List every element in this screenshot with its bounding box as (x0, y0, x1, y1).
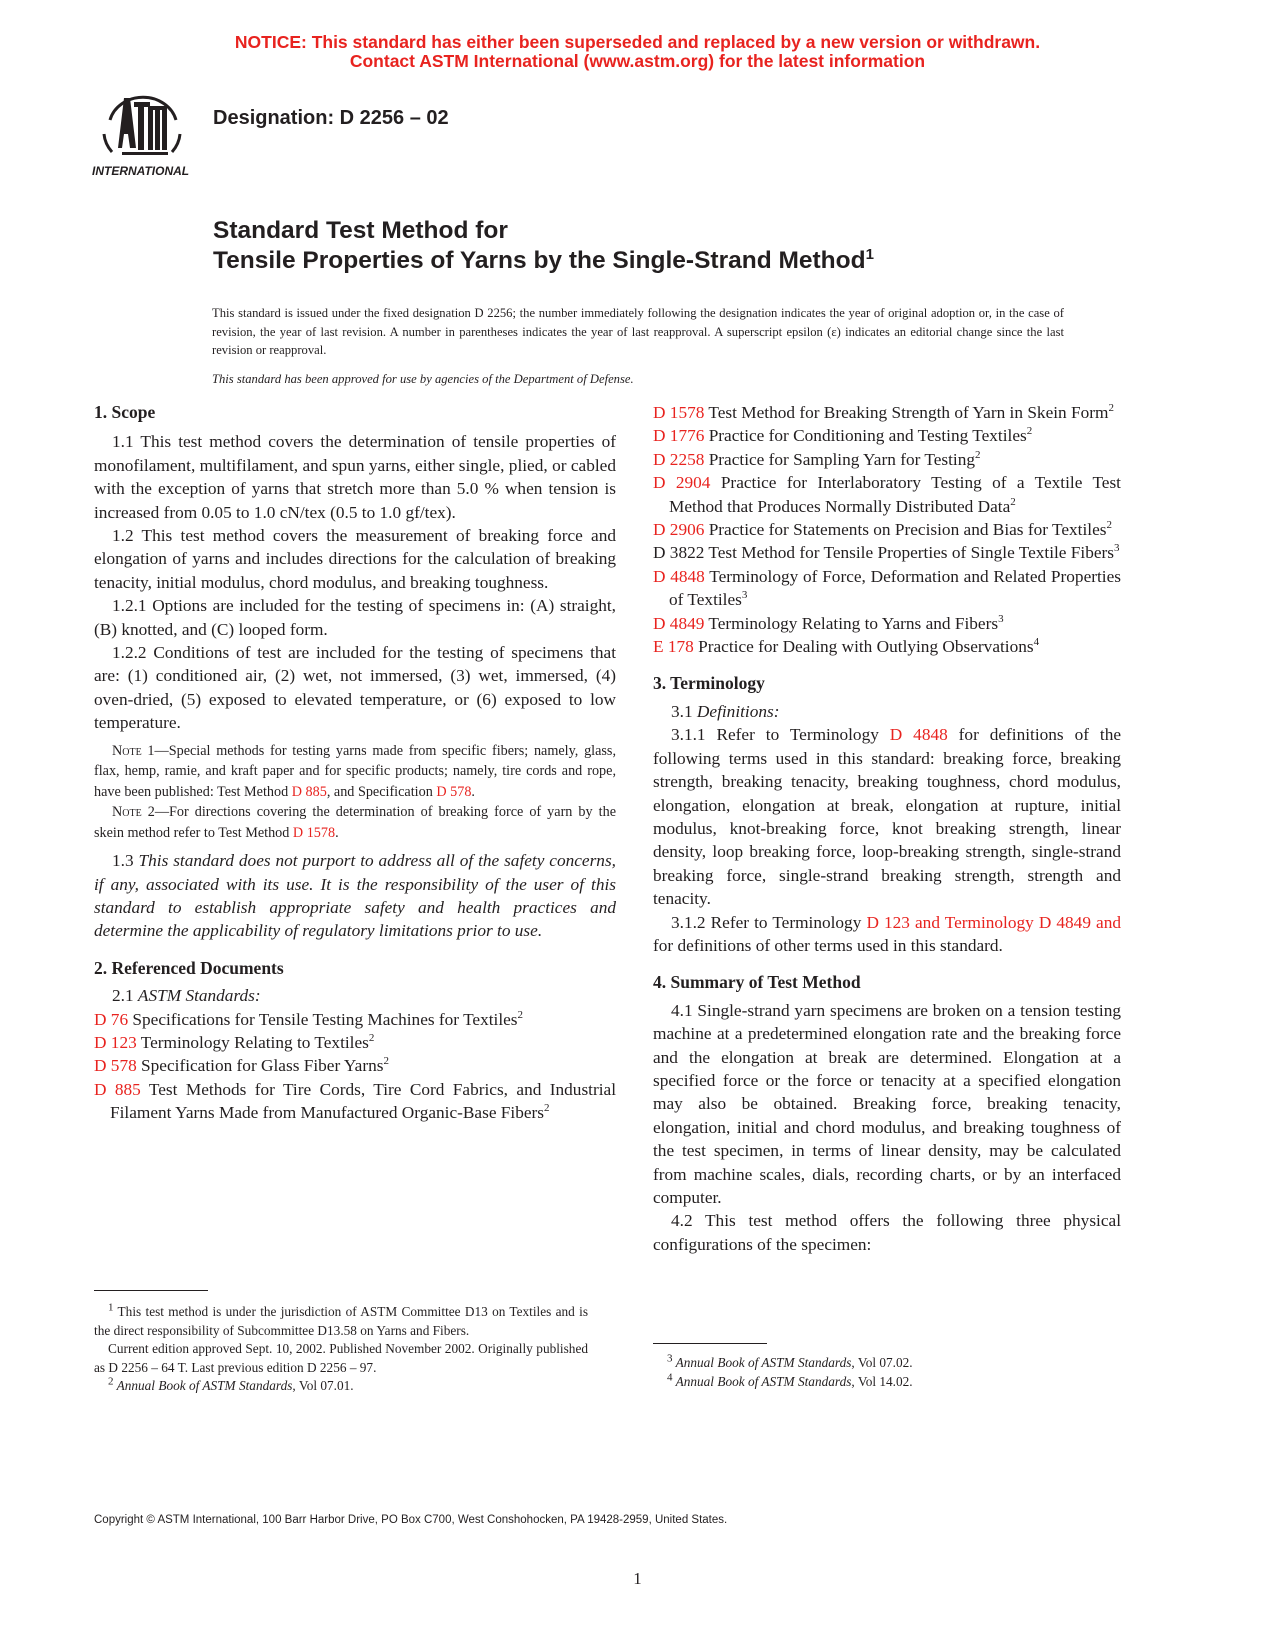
logo-international-text: INTERNATIONAL (92, 164, 190, 178)
reference-item: D 4849 Terminology Relating to Yarns and Fibers$^3$ (653, 612, 1004, 633)
section-2-heading: 2. Referenced Documents (94, 957, 284, 978)
astm-logo-mark-icon (92, 90, 192, 182)
link-d4848[interactable]: D 4848 (653, 566, 705, 586)
footnotes-right (653, 1354, 1121, 1391)
reference-list-left (94, 1008, 616, 1125)
superseded-notice (0, 33, 1275, 71)
section-4-heading: 4. Summary of Test Method (653, 972, 861, 993)
reference-item: D 1578 Test Method for Breaking Strength of Yarn in Skein Form$^2$ (653, 402, 1114, 422)
footnote-divider-left (94, 1290, 208, 1291)
note-1: Note 1—Special methods for testing yarns made from specific fibers; namely, glass, flax, hemp, ramie, and kraft paper and for specific products; namely, tire cords and rope, have been published: Test Method D 885, and Specification D 578. (94, 742, 616, 800)
reference-item: D 123 Terminology Relating to Textiles$^2$ (94, 1032, 375, 1053)
para-4-2: 4.2 This test method offers the following three physical configurations of the specimen: (653, 1211, 1121, 1254)
footnote-1b: Current edition approved Sept. 10, 2002. Published November 2002. Originally published as D 2256 – 64 T. Last previous edition D 2256 – 97. (94, 1341, 588, 1375)
link-d1578[interactable]: D 1578 (292, 824, 336, 841)
title-footnote-ref[interactable]: 1 (865, 245, 874, 263)
copyright-line: Copyright © ASTM International, 100 Barr Harbor Drive, PO Box C700, West Conshohocken, PA 19428-2959, United States. (94, 1514, 728, 1526)
issued-note: This standard is issued under the fixed designation D 2256; the number immediately following the designation indicates the year of original adoption or, in the case of revision, the year of last revision. A number in parentheses indicates the year of last reapproval. A superscript epsilon (ε) indicates an editorial change since the last revision or reapproval. (212, 306, 1064, 357)
reference-item: E 178 Practice for Dealing with Outlying Observations$^4$ (653, 636, 1040, 657)
notice-line-2: Contact ASTM International (www.astm.org) for the latest information (349, 51, 926, 71)
reference-item: D 2906 Practice for Statements on Precision and Bias for Textiles$^2$ (653, 519, 1112, 540)
note-2: Note 2—For directions covering the determination of breaking force of yarn by the skein method refer to Test Method D 1578. (94, 804, 616, 841)
para-1-2: 1.2 This test method covers the measurement of breaking force and elongation of yarns and includes directions for the calculation of breaking tenacity, initial modulus, chord modulus, and breaking toughness. (94, 526, 616, 592)
link-d2258[interactable]: D 2258 (653, 449, 705, 469)
link-d578[interactable]: D 578 (436, 783, 472, 800)
section-1-heading: 1. Scope (94, 402, 156, 422)
astm-logo (92, 90, 192, 182)
link-d578-ref[interactable]: D 578 (94, 1056, 137, 1076)
link-d885-ref[interactable]: D 885 (94, 1079, 141, 1099)
footnote-1: $^1$ This test method is under the jurisdiction of ASTM Committee D13 on Textiles and is the direct responsibility of Subcommittee D13.58 on Yarns and Fibers. (94, 1301, 588, 1338)
left-column (94, 401, 616, 1125)
link-e178[interactable]: E 178 (653, 637, 694, 657)
dod-approval-note: This standard has been approved for use by agencies of the Department of Defense. (212, 372, 634, 386)
title-line-2: Tensile Properties of Yarns by the Single-Strand Method$^1$ (213, 245, 874, 274)
link-d76[interactable]: D 76 (94, 1009, 129, 1029)
link-d123-d4849-term[interactable]: D 123 and Terminology D 4849 and (866, 912, 1122, 932)
section-3-heading: 3. Terminology (653, 673, 765, 694)
code-d3822: D 3822 (653, 543, 705, 563)
footnote-divider-right (653, 1343, 767, 1344)
link-d4848-term[interactable]: D 4848 (889, 725, 948, 745)
reference-item: D 2904 Practice for Interlaboratory Testing of a Textile Test Method that Produces Normally Distributed Data$^2$ (653, 473, 1121, 516)
reference-item: D 885 Test Methods for Tire Cords, Tire Cord Fabrics, and Industrial Filament Yarns Made from Manufactured Organic-Base Fibers$^2$ (94, 1079, 616, 1123)
footnote-3: $^3$ Annual Book of ASTM Standards, Vol 07.02. (667, 1352, 913, 1370)
document-title (213, 216, 874, 276)
para-3-1-1: 3.1.1 Refer to Terminology D 4848 for definitions of the following terms used in this standard: breaking force, breaking strength, breaking tenacity, breaking toughness, chord modulus, elongation, elongation at break, elongation at rupture, initial modulus, knot-breaking force, knot breaking strength, linear density, loop breaking force, loop-breaking strength, single-strand breaking force, single-strand breaking strength, strength and tenacity. (653, 725, 1122, 909)
para-1-1: 1.1 This test method covers the determination of tensile properties of monofilament, multifilament, and spun yarns, either single, plied, or cabled with the exception of yarns that stretch more than 5.0 % when tension is increased from 0.05 to 1.0 cN/tex (0.5 to 1.0 gf/tex). (94, 432, 616, 522)
notice-line-1: NOTICE: This standard has either been superseded and replaced by a new version or withdrawn. (234, 32, 1041, 52)
para-2-1: 2.1 ASTM Standards: (112, 986, 261, 1006)
reference-item: D 4848 Terminology of Force, Deformation and Related Properties of Textiles$^3$ (653, 566, 1121, 610)
reference-list-right (653, 401, 1121, 658)
reference-item: D 578 Specification for Glass Fiber Yarns$^2$ (94, 1055, 389, 1076)
page-number: 1 (633, 1569, 642, 1588)
reference-item: D 3822 Test Method for Tensile Properties of Single Textile Fibers$^3$ (653, 542, 1120, 563)
para-3-1: 3.1 Definitions: (671, 701, 780, 721)
footnote-4: $^4$ Annual Book of ASTM Standards, Vol 14.02. (667, 1371, 913, 1389)
link-d1776[interactable]: D 1776 (653, 426, 705, 446)
footnote-2: $^2$ Annual Book of ASTM Standards, Vol 07.01. (108, 1375, 354, 1393)
reference-item: D 76 Specifications for Tensile Testing Machines for Textiles$^2$ (94, 1008, 524, 1029)
designation: Designation: D 2256 – 02 (213, 107, 449, 129)
link-d123[interactable]: D 123 (94, 1033, 137, 1053)
para-1-2-1: 1.2.1 Options are included for the testing of specimens in: (A) straight, (B) knotted, and (C) looped form. (94, 596, 616, 639)
footnotes-left (94, 1303, 588, 1396)
link-d4849[interactable]: D 4849 (653, 613, 705, 633)
link-d1578-ref[interactable]: D 1578 (653, 403, 705, 422)
para-1-2-2: 1.2.2 Conditions of test are included for the testing of specimens that are: (1) conditioned air, (2) wet, not immersed, (3) wet, immersed, (4) oven-dried, (5) exposed to elevated temperature, or (6) exposed to low temperature. (94, 643, 616, 733)
para-3-1-2: 3.1.2 Refer to Terminology D 123 and Terminology D 4849 and for definitions of other terms used in this standard. (653, 912, 1122, 955)
para-1-3: 1.3 This standard does not purport to address all of the safety concerns, if any, associated with its use. It is the responsibility of the user of this standard to establish appropriate safety and health practices and determine the applicability of regulatory limitations prior to use. (94, 851, 616, 941)
link-d885[interactable]: D 885 (291, 783, 327, 800)
link-d2906[interactable]: D 2906 (653, 520, 705, 540)
para-4-1: 4.1 Single-strand yarn specimens are broken on a tension testing machine at a predetermined elongation rate and the breaking force and the elongation at break are determined. Elongation at a specified force or the force or tenacity at a specified elongation may also be obtained. Breaking force, breaking tenacity, elongation, initial and chord modulus, and breaking toughness of the test specimen, in terms of linear density, may be calculated from machine scales, dials, recording charts, or by an interfaced computer. (653, 1000, 1121, 1207)
reference-item: D 2258 Practice for Sampling Yarn for Testing$^2$ (653, 449, 981, 469)
reference-item: D 1776 Practice for Conditioning and Testing Textiles$^2$ (653, 425, 1033, 446)
right-column (653, 401, 1121, 1256)
title-line-1: Standard Test Method for (213, 217, 508, 244)
link-d2904[interactable]: D 2904 (653, 473, 711, 493)
